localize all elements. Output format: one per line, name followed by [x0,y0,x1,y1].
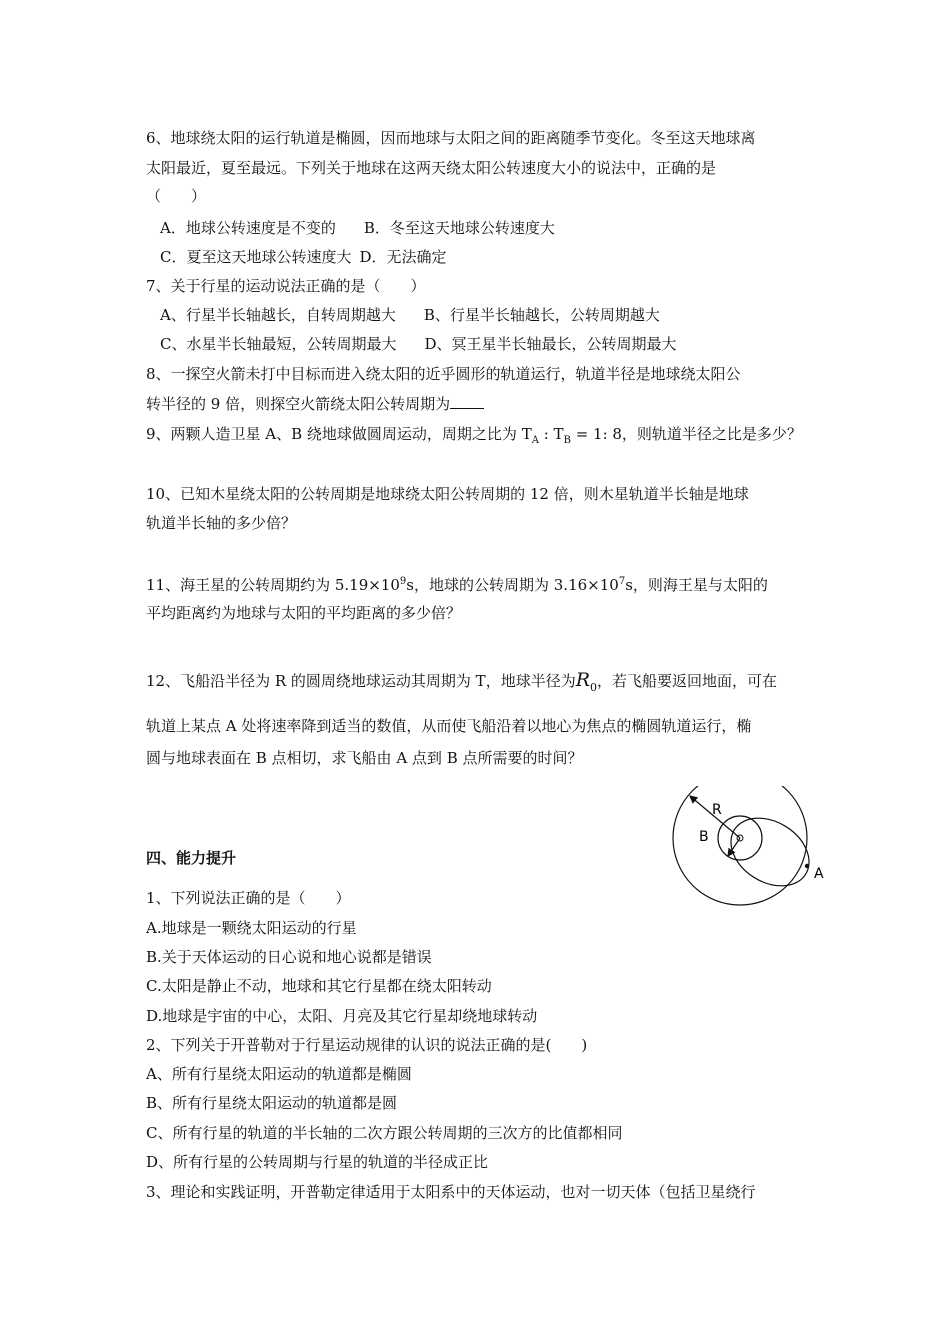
s4-q2-option-b: B、所有行星绕太阳运动的轨道都是圆 [146,1094,398,1112]
q6-option-c: C．夏至这天地球公转速度大 [160,248,352,266]
section-4-heading: 四、能力提升 [146,849,237,867]
q11-stem-line1 [146,572,768,595]
label-r: R [712,802,722,818]
q8-stem-line1: 8、一探空火箭未打中目标而进入绕太阳的近乎圆形的轨道运行，轨道半径是地球绕太阳公 [146,365,741,383]
q11-exponent-2: 7 [618,576,626,587]
q6-option-d: D．无法确定 [359,248,447,266]
s4-q2-option-c: C、所有行星的轨道的半长轴的二次方跟公转周期的三次方的比值都相同 [146,1124,623,1142]
q8-stem-line2 [146,394,484,414]
q12-stem-line1 [146,670,777,698]
q9-text-mid: : T [538,425,564,443]
s4-q1-option-d: D.地球是宇宙的中心，太阳、月亮及其它行星却绕地球转动 [146,1007,538,1025]
q11-stem-line2: 平均距离约为地球与太阳的平均距离的多少倍？ [146,604,462,622]
q6-stem-line1: 6、地球绕太阳的运行轨道是椭圆，因而地球与太阳之间的距离随季节变化。冬至这天地球离 [146,129,756,147]
q9-sub-b: B [563,435,571,446]
q8-stem-text: 转半径的 9 倍，则探空火箭绕太阳公转周期为 [146,395,451,413]
q8-answer-blank[interactable] [450,394,484,409]
s4-q1-stem: 1、下列说法正确的是（ ） [146,889,351,907]
label-b: B [699,829,709,845]
q7-option-d: D、冥王星半长轴最长，公转周期最大 [424,335,677,353]
q6-options-row1 [160,218,555,238]
spacecraft-circular-orbit [673,786,807,905]
q7-option-c: C、水星半长轴最短，公转周期最大 [160,335,397,353]
radius-r0-arrow [728,838,740,856]
q7-option-a: A、行星半长轴越长，自转周期越大 [160,306,396,324]
q10-stem-line2: 轨道半长轴的多少倍？ [146,514,297,532]
q11-text-post: s，则海王星与太阳的 [625,576,768,594]
s4-q1-option-a: A.地球是一颗绕太阳运动的行星 [146,919,357,937]
q9-sub-a: A [531,435,539,446]
q6-option-b: B．冬至这天地球公转速度大 [363,219,555,237]
s4-q2-stem: 2、下列关于开普勒对于行星运动规律的认识的说法正确的是( ) [146,1036,588,1054]
q6-stem-line2: 太阳最近，夏至最远。下列关于地球在这两天绕太阳公转速度大小的说法中，正确的是 [146,159,717,177]
q9-stem [146,424,802,451]
s4-q2-option-d: D、所有行星的公转周期与行星的轨道的半径成正比 [146,1153,489,1171]
q9-text-pre: 9、两颗人造卫星 A、B 绕地球做圆周运动，周期之比为 T [146,425,532,443]
q11-text-pre: 11、海王星的公转周期约为 5.19×10 [146,576,400,594]
q7-option-b: B、行星半长轴越长，公转周期越大 [423,306,660,324]
q12-text-post: ，若飞船要返回地面，可在 [597,672,778,690]
q12-text-pre: 12、飞船沿半径为 R 的圆周绕地球运动其周期为 T，地球半径为 [146,672,576,690]
q12-r-subscript: 0 [590,680,598,694]
q12-r-letter: R [575,669,591,691]
q6-option-a: A．地球公转速度是不变的 [160,219,336,237]
point-a-dot [805,864,809,868]
q12-stem-line2: 轨道上某点 A 处将速率降到适当的数值，从而使飞船沿着以地心为焦点的椭圆轨道运行，椭 [146,717,752,735]
s4-q1-option-b: B.关于天体运动的日心说和地心说都是错误 [146,948,432,966]
q7-options-row1 [160,305,660,325]
orbit-diagram [670,786,830,906]
q9-text-post: = 1: 8，则轨道半径之比是多少？ [570,425,802,443]
q7-options-row2 [160,334,677,354]
s4-q3-stem-line1: 3、理论和实践证明，开普勒定律适用于太阳系中的天体运动，也对一切天体（包括卫星绕行 [146,1183,756,1201]
q6-options-row2 [160,247,447,267]
q11-text-mid: s，地球的公转周期为 3.16×10 [406,576,619,594]
label-a: A [814,866,824,882]
q11-exponent-1: 9 [399,576,407,587]
q10-stem-line1: 10、已知木星绕太阳的公转周期是地球绕太阳公转周期的 12 倍，则木星轨道半长轴是地球 [146,485,749,503]
q12-stem-line3: 圆与地球表面在 B 点相切，求飞船由 A 点到 B 点所需要的时间？ [146,749,583,767]
q12-r0-symbol [575,669,598,694]
q6-answer-paren: （ ） [146,187,207,205]
s4-q2-option-a: A、所有行星绕太阳运动的轨道都是椭圆 [146,1065,412,1083]
q7-stem: 7、关于行星的运动说法正确的是（ ） [146,277,426,295]
s4-q1-option-c: C.太阳是静止不动，地球和其它行星都在绕太阳转动 [146,977,492,995]
